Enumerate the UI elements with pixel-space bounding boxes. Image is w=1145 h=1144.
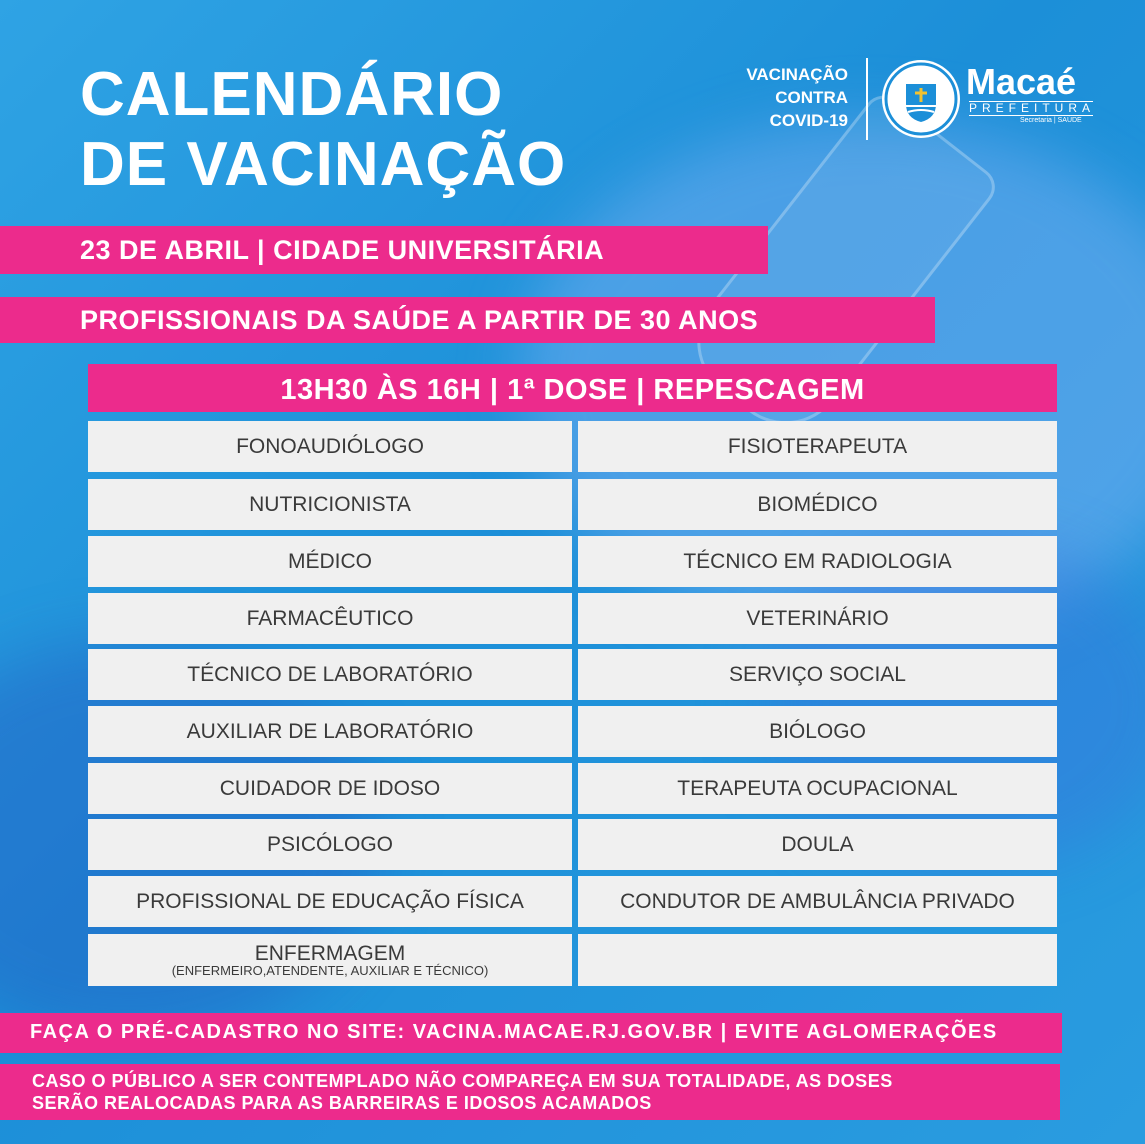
table-cell: TÉCNICO EM RADIOLOGIA — [578, 536, 1057, 587]
table-cell: TÉCNICO DE LABORATÓRIO — [88, 649, 572, 700]
table-cell: BIOMÉDICO — [578, 479, 1057, 530]
table-cell: CONDUTOR DE AMBULÂNCIA PRIVADO — [578, 876, 1057, 927]
registration-text: FAÇA O PRÉ-CADASTRO NO SITE: VACINA.MACAE.RJ.GOV.BR | EVITE AGLOMERAÇÕES — [30, 1021, 998, 1043]
registration-bar — [0, 1013, 1062, 1053]
campaign-label — [700, 63, 848, 132]
table-cell: NUTRICIONISTA — [88, 479, 572, 530]
table-cell — [88, 934, 572, 986]
date-location-text: 23 DE ABRIL | CIDADE UNIVERSITÁRIA — [80, 235, 605, 265]
campaign-line: CONTRA — [775, 88, 848, 107]
table-cell: FISIOTERAPEUTA — [578, 421, 1057, 472]
table-cell: VETERINÁRIO — [578, 593, 1057, 644]
table-cell: PROFISSIONAL DE EDUCAÇÃO FÍSICA — [88, 876, 572, 927]
notice-bar — [0, 1064, 1060, 1120]
page-title — [80, 60, 566, 200]
brand-name: Macaé — [966, 61, 1077, 102]
notice-line: SERÃO REALOCADAS PARA AS BARREIRAS E IDOSOS ACAMADOS — [32, 1093, 652, 1113]
table-cell: PSICÓLOGO — [88, 819, 572, 870]
audience-text: PROFISSIONAIS DA SAÚDE A PARTIR DE 30 ANOS — [80, 305, 759, 335]
notice-line: CASO O PÚBLICO A SER CONTEMPLADO NÃO COMPAREÇA EM SUA TOTALIDADE, AS DOSES — [32, 1071, 893, 1091]
table-cell: FONOAUDIÓLOGO — [88, 421, 572, 472]
date-location-bar — [0, 226, 768, 274]
audience-bar — [0, 297, 935, 343]
table-cell: FARMACÊUTICO — [88, 593, 572, 644]
table-cell: CUIDADOR DE IDOSO — [88, 763, 572, 814]
campaign-line: VACINAÇÃO — [746, 65, 848, 84]
table-cell: BIÓLOGO — [578, 706, 1057, 757]
brand-department: Secretaria | SAÚDE — [1020, 117, 1082, 124]
table-cell: DOULA — [578, 819, 1057, 870]
table-cell-empty — [578, 934, 1057, 986]
brand-subtitle: PREFEITURA — [969, 101, 1096, 115]
logo-divider — [866, 58, 868, 140]
campaign-line: COVID-19 — [769, 111, 848, 130]
table-cell-sublabel: (ENFERMEIRO,ATENDENTE, AUXILIAR E TÉCNICO) — [171, 962, 489, 978]
notice-text — [32, 1070, 893, 1114]
table-cell: AUXILIAR DE LABORATÓRIO — [88, 706, 572, 757]
title-line: CALENDÁRIO — [80, 60, 504, 129]
table-cell: TERAPEUTA OCUPACIONAL — [578, 763, 1057, 814]
schedule-header: 13H30 ÀS 16H | 1ª DOSE | REPESCAGEM — [88, 364, 1057, 412]
city-seal-logo — [882, 60, 960, 138]
table-cell-label: ENFERMAGEM — [254, 941, 406, 965]
table-cell: MÉDICO — [88, 536, 572, 587]
table-cell: SERVIÇO SOCIAL — [578, 649, 1057, 700]
title-line: DE VACINAÇÃO — [80, 130, 567, 199]
